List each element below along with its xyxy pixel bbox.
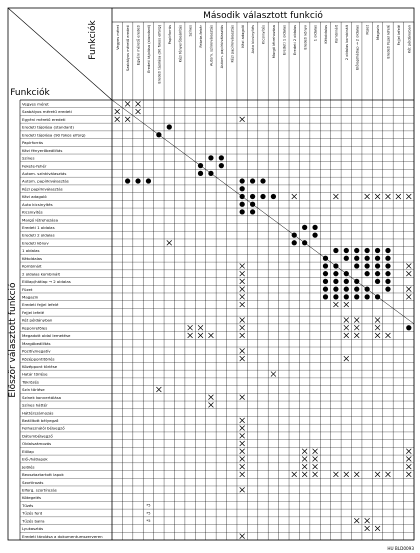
row-label: Előlap [22,448,34,454]
row-label: Beosztaztartott lapok [22,472,64,478]
mark-cross [406,449,411,454]
mark-dot [219,163,224,168]
mark-cross [354,318,359,323]
mark-dot [167,124,172,129]
mark-dot [375,271,380,276]
footer-code: HU BLD0093 [387,546,414,551]
mark-cross [344,325,349,330]
mark-cross [313,449,318,454]
row-label: Eredeti tájolása (90 fokos elforg) [22,132,86,138]
mark-cross [292,194,297,199]
mark-cross [240,279,245,284]
diagonal-cell [185,154,195,162]
row-label: Pozitív/negatív [22,348,51,354]
mark-cross [125,101,130,106]
mark-cross [313,456,318,461]
row-label: Tűzés balra [22,518,45,524]
row-label: Megadott oldal lemetése [22,333,71,339]
mark-cross [240,117,245,122]
mark-dot [250,194,255,199]
mark-dot [365,256,370,261]
row-label: Két példányban [22,317,53,323]
column-header: Kézi fényerőbeállítás [178,25,183,63]
mark-dot [135,178,140,183]
column-header: Magazin [376,25,381,40]
row-label: Jelölés [22,464,35,470]
matrix-frame [8,8,414,540]
mark-dot [198,163,203,168]
mark-dot [365,263,370,268]
mark-cross [240,302,245,307]
mark-cross [240,348,245,353]
mark-cross [240,325,245,330]
column-header: Előlap/hátlap → 2 oldalas [355,25,360,71]
mark-dot [323,286,328,291]
mark-cross [375,333,380,338]
mark-dot [385,279,390,284]
mark-cross [385,333,390,338]
mark-dot [344,279,349,284]
mark-cross [240,333,245,338]
mark-cross [406,287,411,292]
mark-dot [354,263,359,268]
mark-cross [333,302,338,307]
row-label: Magazin [22,294,39,300]
column-header: Kicsinyítés [261,25,266,45]
row-label: Szortírozás [22,479,44,485]
mark-dot [302,225,307,230]
mark-cross [136,109,141,114]
row-label: Eredeti 2 oldalas [22,232,55,238]
diagonal-cell [216,177,226,185]
row-label: Eredeti tárolása a dokumentumszerveren [22,533,103,539]
mark-cross [354,325,359,330]
row-label: Keponreföles [22,325,48,331]
mark-dot [323,271,328,276]
diagonal-cell [112,100,122,108]
top-title: Második választott funkció [203,11,323,21]
row-label: Középpontitörlés [22,356,55,362]
mark-dot [250,178,255,183]
mark-note: *5 [146,511,151,516]
row-label: Autom. papírkiválasztás [22,178,69,184]
mark-cross [240,472,245,477]
column-header: Kombinált [334,25,339,44]
corner-row-label: Funkciók [10,88,50,98]
row-label: Vegyes méret [22,101,49,107]
mark-cross [375,472,380,477]
row-label: Elforg. szortírozás [22,487,57,493]
row-label: Kombinált [22,263,42,269]
mark-cross [240,356,245,361]
mark-dot [208,155,213,160]
row-label: 1 oldalas [22,248,40,254]
row-label: Fekete-fehér [22,163,47,169]
mark-cross [354,333,359,338]
mark-cross [333,472,338,477]
mark-dot [240,202,245,207]
mark-cross [344,472,349,477]
mark-cross [375,318,380,323]
column-header: Füzet [365,25,370,35]
mark-cross [240,441,245,446]
mark-dot [146,178,151,183]
mark-dot [354,256,359,261]
column-header: 1 oldalas [313,25,318,42]
mark-cross [375,194,380,199]
diagonal-cell [164,139,174,147]
mark-cross [344,356,349,361]
row-label: Szín törlése [22,387,45,393]
mark-cross [240,487,245,492]
column-header: Fejjel lefelé [396,25,401,46]
mark-cross [302,472,307,477]
mark-dot [323,263,328,268]
mark-cross [302,464,307,469]
mark-cross [406,294,411,299]
column-header: Margó létrehozása [272,25,277,59]
mark-cross [385,194,390,199]
row-label: Kézi papírkiválasztás [22,186,63,192]
row-label: Középpont törlése [22,363,58,369]
mark-dot [323,294,328,299]
mark-dot [354,279,359,284]
mark-dot [365,248,370,253]
mark-note: *5 [146,503,151,508]
column-header: Kézi papírkiválasztás [230,25,235,63]
mark-dot [198,171,203,176]
mark-cross [115,109,120,114]
row-label: Tűzés ferd [22,510,43,516]
row-label: Színes [22,155,35,161]
mark-cross [240,433,245,438]
row-label: Színek konvertálása [22,394,61,400]
mark-dot [385,286,390,291]
column-header: Eredeti 2 oldalas [292,25,297,56]
mark-dot [365,271,370,276]
mark-dot [250,209,255,214]
row-label: Eredeti fejjel lefelé [22,302,59,308]
column-header: Két példányban [407,25,412,54]
mark-cross [198,333,203,338]
mark-cross [344,333,349,338]
mark-dot [333,286,338,291]
column-header: 2 oldalas kombinált [344,25,349,61]
row-label: Kézi adagoló [22,194,47,200]
column-header: Autom. papírkiválasztás [219,25,224,69]
column-header: Eredeti tájolása (standard) [147,25,152,73]
mark-dot [344,256,349,261]
mark-cross [406,464,411,469]
mark-cross [240,395,245,400]
mark-dot [333,294,338,299]
row-label: Dátumbélyegző [22,433,53,439]
mark-dot [385,271,390,276]
mark-cross [240,534,245,539]
row-label: Tükrözés [22,379,39,385]
mark-cross [208,402,213,407]
row-label: Kötegelés [22,495,42,501]
row-label: Kézi fényerőbeállítás [22,147,63,153]
mark-cross [365,518,370,523]
mark-dot [312,232,317,237]
mark-cross [208,395,213,400]
diagonal-cell [258,208,268,216]
mark-cross [385,472,390,477]
mark-dot [312,225,317,230]
mark-dot [406,325,411,330]
mark-dot [354,286,359,291]
diagonal-cell [133,115,143,123]
mark-cross [240,426,245,431]
mark-cross [271,372,276,377]
mark-dot [375,294,380,299]
mark-cross [240,449,245,454]
mark-dot [302,240,307,245]
mark-cross [156,387,161,392]
mark-cross [375,526,380,531]
mark-cross [188,325,193,330]
mark-cross [365,526,370,531]
mark-dot [250,202,255,207]
column-header: Papírforrás [167,25,172,45]
mark-cross [240,464,245,469]
row-label: Lyukasztás [22,526,44,532]
diagonal-cell [279,224,289,232]
mark-dot [333,279,338,284]
mark-dot [333,248,338,253]
row-label: Margóbeállítás [22,340,51,346]
mark-dot [271,194,276,199]
mark-cross [406,263,411,268]
mark-dot [375,248,380,253]
row-label: Papírforrás [22,140,43,146]
mark-cross [406,271,411,276]
mark-note: *5 [146,519,151,524]
row-label: Elő-/hátlapok [22,456,48,462]
row-label: Oldalszámozás [22,441,52,447]
row-label: Határ törlése [22,371,48,377]
diagonal-cell [383,301,393,309]
mark-dot [260,178,265,183]
mark-cross [240,318,245,323]
mark-cross [313,472,318,477]
diagonal-cell [143,123,153,131]
mark-cross [188,333,193,338]
mark-cross [354,472,359,477]
column-header: Fekete-fehér [199,25,204,48]
mark-cross [302,449,307,454]
row-label: Eredeti 1 oldalas [22,225,55,231]
mark-cross [240,263,245,268]
mark-cross [240,287,245,292]
row-label: Háttérszámozás [22,410,54,416]
left-title: Először választott funkció [8,282,18,398]
mark-cross [208,333,213,338]
column-header: Eredeti könyv [303,25,308,50]
mark-dot [344,248,349,253]
column-header: Eredeti 1 oldalas [282,25,287,56]
mark-dot [260,194,265,199]
mark-cross [354,518,359,523]
mark-cross [240,271,245,276]
mark-dot [240,194,245,199]
column-header: Kétoldalas [324,25,329,44]
mark-cross [240,294,245,299]
row-label: Tűzés [22,502,34,508]
mark-dot [375,263,380,268]
row-label: Margó létrehozása [22,217,58,223]
mark-dot [375,279,380,284]
mark-dot [333,271,338,276]
mark-dot [333,263,338,268]
mark-cross [406,194,411,199]
mark-cross [125,117,130,122]
mark-dot [354,248,359,253]
column-header: Eredeti tájolása (90 fokos elforg) [157,25,162,84]
mark-dot [365,286,370,291]
mark-dot [365,294,370,299]
row-label: Füzet [22,286,33,292]
row-label: Előlap/hátlap → 2 oldalas [22,279,71,285]
mark-dot [240,178,245,183]
mark-cross [333,194,338,199]
row-label: Eredeti tájolása (standard) [22,124,74,130]
mark-cross [375,325,380,330]
mark-dot [385,263,390,268]
row-label: Kétoldalas [22,255,43,261]
mark-cross [365,194,370,199]
diagonal-cell [268,216,278,224]
mark-cross [406,456,411,461]
diagonal-cell [310,247,320,255]
row-label: Kicsinyítés [22,209,43,215]
mark-dot [344,294,349,299]
row-label: Eredeti könyv [22,240,49,246]
mark-cross [240,418,245,423]
column-header: Vegyes méret [115,25,120,50]
diagonal-cell [227,185,237,193]
mark-cross [292,472,297,477]
column-header: Kézi adagoló [240,25,245,48]
row-label: Fejjel lefelé [22,309,45,315]
row-label: Szabályos méretű eredeti [22,109,72,115]
column-header: Autom. színkiválasztás [209,25,214,67]
mark-cross [240,456,245,461]
column-header: Szabályos méretű eredeti [126,25,131,72]
row-label: Színes háttér [22,402,48,408]
diagonal-cell [404,316,414,324]
mark-cross [136,101,141,106]
mark-dot [354,294,359,299]
diagonal-cell [393,308,403,316]
mark-dot [344,286,349,291]
mark-dot [375,256,380,261]
mark-cross [302,456,307,461]
mark-cross [406,472,411,477]
mark-dot [292,232,297,237]
row-label: Auto kicsinyítés [22,201,53,207]
mark-cross [396,194,401,199]
row-label: Beállított bélyegző [22,418,59,424]
column-header: Eredeti fejjel lefelé [386,25,391,59]
mark-cross [313,464,318,469]
mark-dot [156,132,161,137]
mark-cross [198,325,203,330]
row-label: Felhasználói bélyegző [22,425,65,431]
column-header: Auto kicsinyítés [251,25,256,54]
diagonal-cell [122,108,132,116]
mark-dot [385,256,390,261]
row-label: 2 oldalas kombinált [22,271,61,277]
mark-cross [344,318,349,323]
mark-dot [323,279,328,284]
mark-cross [167,240,172,245]
mark-cross [344,302,349,307]
mark-dot [125,178,130,183]
row-label: Egyéni méretű eredeti [22,116,66,122]
mark-cross [115,117,120,122]
mark-dot [240,209,245,214]
mark-dot [219,155,224,160]
mark-dot [240,186,245,191]
corner-column-label: Funkciók [88,20,98,60]
row-label: Autom. színkiválasztás [22,170,67,176]
mark-dot [385,248,390,253]
column-header: Színes [188,25,193,37]
diagonal-cell [174,146,184,154]
mark-dot [344,271,349,276]
mark-dot [292,240,297,245]
mark-dot [323,256,328,261]
mark-dot [208,171,213,176]
column-header: Egyéni méretű eredeti [136,25,141,66]
